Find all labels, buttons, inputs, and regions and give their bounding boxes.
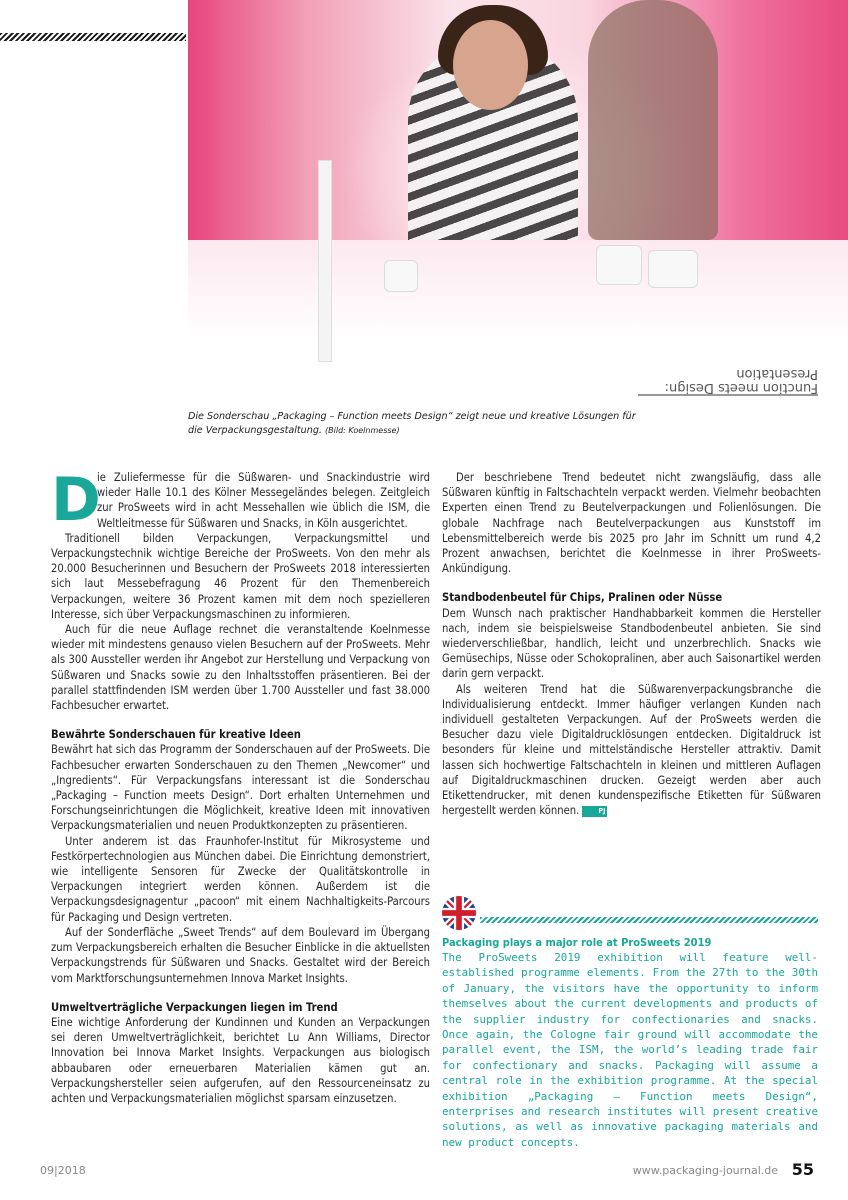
body-paragraph: Dem Wunsch nach praktischer Handhabbarkeit kommen die Hersteller nach, indem sie beispielsweise Standbodenbeutel anbieten. Sie sind wiederverschließbar, handlich, leicht und unzerbrechlich. Snacks wie Gemüsechips, Nüsse oder Schokopralinen, aber auch Saisonartikel werden darin gern verpackt. [442, 606, 821, 681]
photo-display-stand [318, 160, 332, 362]
article-column-left [51, 465, 430, 1106]
exhibition-photo [188, 0, 848, 404]
website-link[interactable]: www.packaging-journal.de [632, 1164, 778, 1177]
section-heading: Bewährte Sonderschauen für kreative Ideen [51, 728, 301, 742]
section-heading: Umweltverträgliche Verpackungen liegen im Trend [51, 1000, 338, 1014]
body-paragraph: Unter anderem ist das Fraunhofer-Institut für Mikrosysteme und Festkörpertechnologien aus München dabei. Die Einrichtung demonstriert, wie intelligente Sensoren für Zwecke der Qualitätskontrolle in Verpackungen integriert werden können. Außerdem ist die Verpackungsdesignagentur „pacoon“ mit einem Nachhaltigkeits-Parcours für Packaging und Design vertreten. [51, 834, 430, 924]
body-paragraph: Traditionell bilden Verpackungen, Verpackungsmittel und Verpackungstechnik wichtige Bereiche der ProSweets. Von den mehr als 20.000 Besucherinnen und Besuchern der ProSweets 2018 interessierten sich laut Messebefragung 46 Prozent für den Themenbereich Verpackungen, weitere 36 Prozent kamen mit dem noch spezielleren Interesse, sich über Verpackungsmaschinen zu informieren. [51, 531, 430, 621]
english-summary [442, 935, 818, 1150]
photo-caption [188, 410, 638, 438]
drop-cap: D [51, 465, 101, 535]
decorative-hatch-bar-teal [480, 917, 818, 923]
body-paragraph: Auf der Sonderfläche „Sweet Trends“ auf dem Boulevard im Übergang zum Verpackungsbereich erhalten die Besucher Einblicke in die aktuellsten Verpackungstrends für Süßwaren und Snacks. Gestaltet wird der Bereich vom Marktforschungsunternehmen Innova Market Insights. [51, 925, 430, 985]
end-mark-pj: PJ [582, 806, 607, 817]
uk-flag-icon [442, 896, 476, 930]
english-summary-body: The ProSweets 2019 exhibition will feature well-established programme elements. From the 27th to the 30th of January, the visitors have the opportunity to inform themselves about the current developments and products of the supplier industry for confectionaries and snacks. Once again, the Cologne fair ground will accommodate the parallel event, the ISM, the world’s leading trade fair for confectionary and snacks. Packaging will assume a central role in the exhibition programme. At the special exhibition „Packaging – Function meets Design“, enterprises and research institutes will present creative solutions, as well as innovative packaging materials and new product concepts. [442, 951, 818, 1149]
english-summary-heading: Packaging plays a major role at ProSweets 2019 [442, 936, 712, 949]
caption-credit: (Bild: Koelnmesse) [325, 426, 400, 435]
issue-number: 09|2018 [40, 1164, 86, 1177]
caption-text: Die Sonderschau „Packaging – Function meets Design“ zeigt neue und kreative Lösungen für die Verpackungsgestaltung. [188, 411, 636, 436]
article-column-right-content [442, 470, 821, 890]
photo-person-head [453, 20, 528, 110]
photo-package-box [596, 245, 642, 285]
photo-person-right [588, 0, 718, 240]
photo-package-box [384, 260, 418, 292]
body-paragraph: Bewährt hat sich das Programm der Sonderschauen auf der ProSweets. Die Fachbesucher erwarten Sonderschauen zu den Themen „Newcomer“ und „Ingredients“. Für Verpackungsfans interessant ist die Sonderschau „Packaging – Function meets Design“. Dort erhalten Unternehmen und Forschungseinrichtungen die Möglichkeit, kreative Ideen mit innovativen Verpackungsmaterialien und neuen Produktkonzepten zu präsentieren. [51, 743, 430, 833]
intro-paragraph: D ie Zuliefermesse für die Süßwaren- und Snackindustrie wird wieder Halle 10.1 des Kölner Messegeländes belegen. Zeitgleich zur ProSweets wird in acht Messehallen wie üblich die ISM, die Weltleitmesse für Süßwaren und Snacks, in Köln ausgerichtet. [51, 465, 430, 535]
photo-package-box [648, 250, 698, 288]
decorative-hatch-bar [0, 33, 186, 41]
body-paragraph: Als weiteren Trend hat die Süßwarenverpackungsbranche die Individualisierung entdeckt. Immer häufiger verlangen Kunden nach individuell gestalteten Verpackungen. Auf der ProSweets werden die Besucher dazu viele Digitaldrucklösungen entdecken. Digitaldruck ist besonders für kleine und mittelständische Hersteller attraktiv. Damit lassen sich hochwertige Faltschachteln in kleinen und mittleren Auflagen auf Digitaldruckmaschinen drucken. Gezeigt werden aber auch Etikettendrucker, mit denen kundenspezifische Etiketten für Süßwaren hergestellt werden können. PJ [442, 682, 821, 818]
body-paragraph: Der beschriebene Trend bedeutet nicht zwangsläufig, dass alle Süßwaren künftig in Faltschachteln verpackt werden. Vielmehr beobachten Experten einen Trend zu Beutelverpackungen und Folienlösungen. Die globale Nachfrage nach Beutelverpackungen aus Kunststoff im Lebensmittelbereich werde bis 2025 pro Jahr im Schnitt um rund 4,2 Prozent anwachsen, berichtet die Koelnmesse in ihrer ProSweets-Ankündigung. [442, 471, 821, 576]
photo-exhibit-sign: Function meets Design: Presentation [638, 364, 818, 396]
body-paragraph: Auch für die neue Auflage rechnet die veranstaltende Koelnmesse wieder mit mindestens genauso vielen Besuchern auf der ProSweets. Mehr als 300 Aussteller werden ihr Angebot zur Herstellung und Verpackung von Süßwaren und Snacks sowie zu den Inhaltsstoffen präsentieren. Bei der parallel stattfindenden ISM werden über 1.700 Aussteller und fast 38.000 Fachbesucher erwartet. [51, 623, 430, 713]
section-heading: Standbodenbeutel für Chips, Pralinen oder Nüsse [442, 591, 723, 605]
body-paragraph: Eine wichtige Anforderung der Kundinnen und Kunden an Verpackungen sei deren Umweltverträglichkeit, berichtet Lu Ann Williams, Director Innovation bei Innova Market Insights. Verpackungen aus biologisch abbaubaren oder erneuerbaren Materialien kämen gut an. Verpackungshersteller seien aufgerufen, auf den Ressourceneinsatz zu achten und Verpackungsmaterialien möglichst sparsam einzusetzen. [51, 1015, 430, 1105]
page-number: 55 [791, 1160, 814, 1179]
